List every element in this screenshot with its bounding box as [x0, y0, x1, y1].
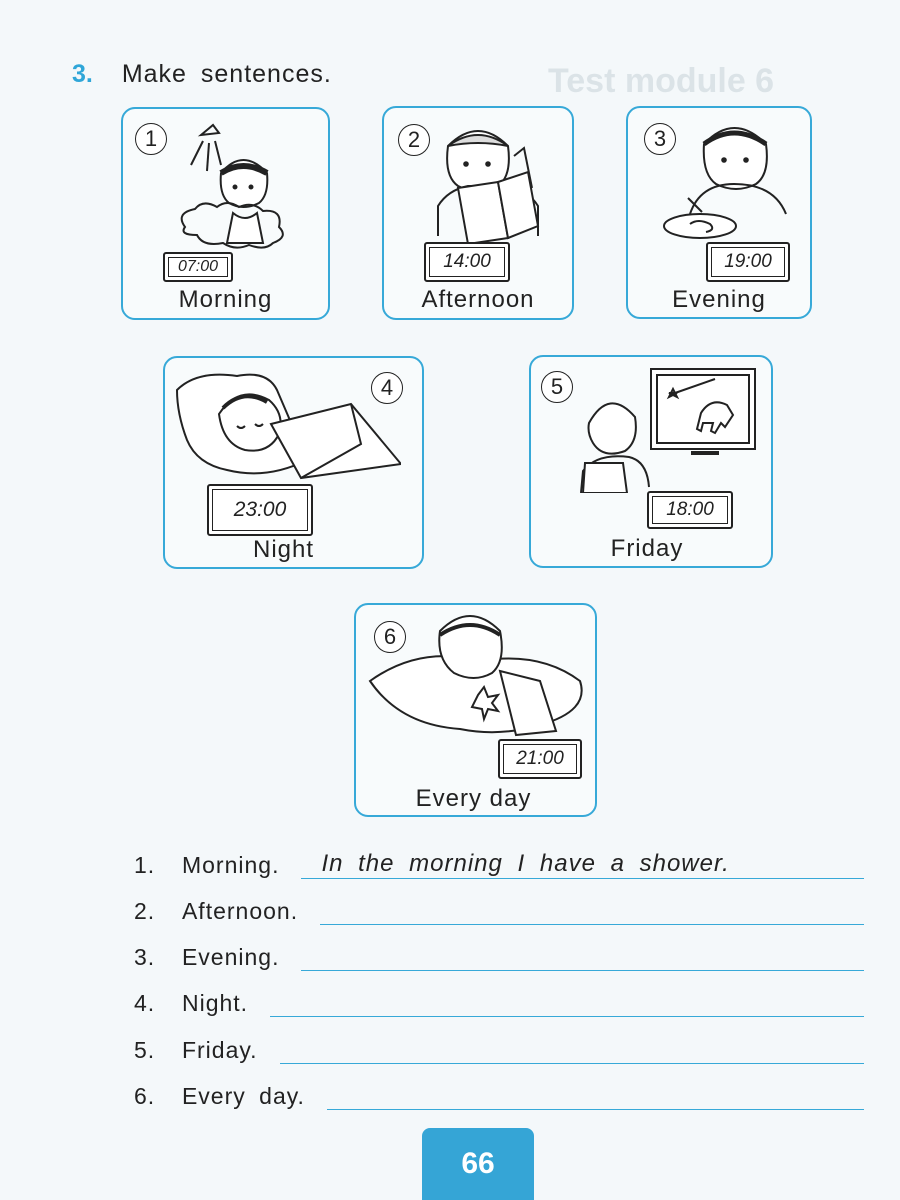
boy-reading-icon — [428, 116, 558, 244]
sentence-number: 2. — [134, 898, 156, 924]
sentence-number: 4. — [134, 990, 156, 1016]
task-heading — [72, 60, 332, 89]
boy-shower-icon — [163, 117, 323, 257]
card-number: 2 — [398, 124, 430, 156]
answer-line[interactable] — [301, 940, 864, 971]
answer-line[interactable] — [301, 848, 864, 879]
card-number: 3 — [644, 123, 676, 155]
clock-display: 07:00 — [163, 252, 233, 282]
clock-display: 14:00 — [424, 242, 510, 282]
sentence-prompt: Evening. — [181, 944, 280, 970]
task-instruction: Make sentences. — [121, 60, 332, 88]
card-caption: Every day — [415, 785, 532, 812]
card-number: 5 — [541, 371, 573, 403]
card-caption: Afternoon — [421, 286, 535, 313]
clock-display: 23:00 — [207, 484, 313, 536]
picture-card-2 — [382, 106, 574, 320]
sentence-row-5 — [134, 1033, 864, 1064]
sentence-prompt: Morning. — [181, 852, 280, 878]
picture-card-6 — [354, 603, 597, 817]
card-number: 6 — [374, 621, 406, 653]
boy-eating-icon — [660, 114, 800, 242]
card-caption: Night — [252, 536, 315, 563]
picture-card-3 — [626, 106, 812, 319]
answer-text: In the morning I have a shower. — [321, 850, 730, 877]
boy-bedtime-icon — [360, 611, 590, 741]
sentence-prompt: Every day. — [181, 1083, 305, 1109]
sentence-number: 1. — [134, 852, 156, 878]
sentence-prompt: Afternoon. — [181, 898, 299, 924]
clock-display: 18:00 — [647, 491, 733, 529]
sentence-row-6 — [134, 1079, 864, 1110]
clock-display: 21:00 — [498, 739, 582, 779]
answer-line[interactable] — [327, 1079, 864, 1110]
card-number: 1 — [135, 123, 167, 155]
card-caption: Morning — [178, 286, 273, 313]
sentence-row-4 — [134, 986, 864, 1017]
picture-card-5 — [529, 355, 773, 568]
card-number: 4 — [371, 372, 403, 404]
sentence-row-2 — [134, 894, 864, 925]
boy-watching-tv-icon — [575, 363, 765, 493]
task-number: 3. — [72, 60, 93, 88]
picture-card-1 — [121, 107, 330, 320]
sentence-row-3 — [134, 940, 864, 971]
sentence-prompt: Night. — [181, 990, 249, 1016]
sentence-row-1 — [134, 848, 864, 879]
sentence-number: 3. — [134, 944, 156, 970]
card-caption: Evening — [672, 286, 766, 313]
boy-sleeping-icon — [171, 364, 401, 484]
card-caption: Friday — [610, 535, 684, 562]
sentence-number: 6. — [134, 1083, 156, 1109]
clock-display: 19:00 — [706, 242, 790, 282]
show-through-text: Test module 6 — [548, 62, 775, 100]
picture-card-4 — [163, 356, 424, 569]
page-number: 66 — [422, 1128, 534, 1200]
answer-line[interactable] — [320, 894, 864, 925]
answer-line[interactable] — [270, 986, 864, 1017]
sentence-prompt: Friday. — [181, 1037, 258, 1063]
answer-line[interactable] — [280, 1033, 864, 1064]
sentence-number: 5. — [134, 1037, 156, 1063]
